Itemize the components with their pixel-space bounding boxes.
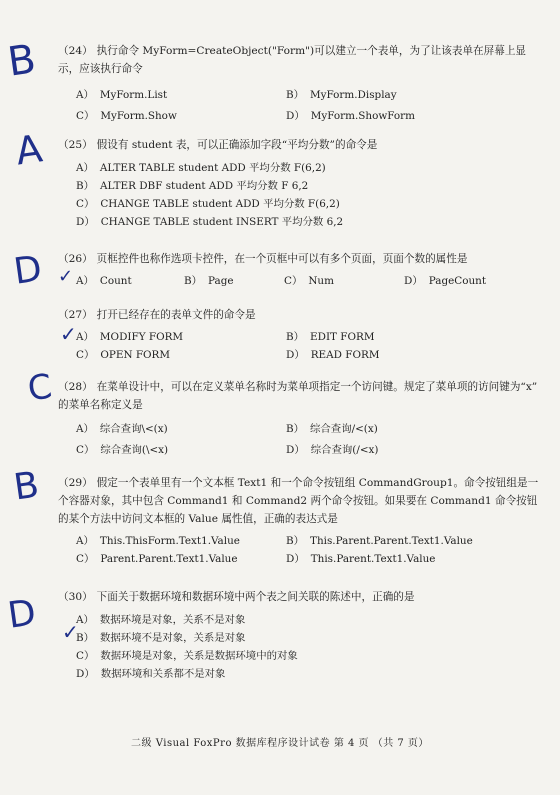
option-c: C） OPEN FORM	[76, 349, 171, 361]
options	[76, 611, 546, 683]
question-25	[58, 136, 546, 231]
options	[76, 534, 546, 567]
option-d: D） MyForm.ShowForm	[286, 110, 415, 122]
question-stem: 在菜单设计中，可以在定义菜单名称时为菜单项指定一个访问键。规定了菜单项的访问键为“x” 的菜单名称定义是	[58, 381, 538, 411]
question-stem: 打开已经存在的表单文件的命令是	[96, 309, 256, 321]
question-30	[58, 588, 546, 683]
option-a: A） MODIFY FORM	[76, 331, 184, 343]
question-number: （25）	[58, 139, 93, 151]
option-c: C） 综合查询(\<x)	[76, 444, 169, 456]
handwritten-answer-25: A	[13, 126, 45, 174]
check-mark-icon: ✓	[60, 322, 77, 346]
question-number: （27）	[58, 309, 93, 321]
option-d: D） PageCount	[404, 275, 487, 287]
option-c: C） CHANGE TABLE student ADD 平均分数 F(6,2)	[76, 198, 340, 210]
option-a: A） 数据环境是对象，关系不是对象	[76, 614, 246, 626]
options	[76, 330, 546, 363]
option-c: C） Num	[284, 275, 334, 287]
question-stem: 执行命令 MyForm=CreateObject("Form")可以建立一个表单，为了让该表单在屏幕上显示，应该执行命令	[58, 45, 527, 75]
option-b: B） ALTER DBF student ADD 平均分数 F 6,2	[76, 180, 309, 192]
question-number: （24）	[58, 45, 93, 57]
option-b: B） EDIT FORM	[286, 331, 375, 343]
question-26	[58, 250, 546, 289]
handwritten-answer-26: D	[11, 248, 45, 293]
handwritten-answer-24: B	[4, 36, 39, 86]
option-d: D） CHANGE TABLE student INSERT 平均分数 6,2	[76, 216, 344, 228]
question-stem: 假定一个表单里有一个文本框 Text1 和一个命令按钮组 CommandGroup1。命令按钮组是一个容器对象，其中包含 Command1 和 Command2 两个命令按钮。如果要在 Command1 命令按钮的某个方法中访问文本框的 Value 属性值，正确的表达式是	[58, 477, 539, 525]
option-b: B） Page	[184, 275, 234, 287]
question-number: （28）	[58, 381, 93, 393]
option-c: C） MyForm.Show	[76, 110, 177, 122]
option-a: A） 综合查询\<(x)	[76, 423, 168, 435]
option-a: A） MyForm.List	[76, 89, 168, 101]
option-a: A） This.ThisForm.Text1.Value	[76, 535, 240, 547]
question-number: （30）	[58, 591, 93, 603]
option-b: B） 数据环境不是对象，关系是对象	[76, 632, 246, 644]
option-d: D） READ FORM	[286, 349, 380, 361]
check-mark-icon: ✓	[58, 266, 74, 287]
question-number: （26）	[58, 253, 93, 265]
question-stem: 下面关于数据环境和数据环境中两个表之间关联的陈述中，正确的是	[96, 591, 415, 603]
option-d: D） 数据环境和关系都不是对象	[76, 668, 226, 680]
option-a: A） ALTER TABLE student ADD 平均分数 F(6,2)	[76, 162, 326, 174]
options	[76, 159, 546, 231]
question-28	[58, 378, 546, 458]
handwritten-answer-28: C	[25, 366, 55, 410]
option-b: B） MyForm.Display	[286, 89, 397, 101]
option-c: C） 数据环境是对象，关系是数据环境中的对象	[76, 650, 298, 662]
option-c: C） Parent.Parent.Text1.Value	[76, 553, 238, 565]
check-mark-icon: ✓	[62, 620, 79, 644]
question-24	[58, 42, 546, 124]
question-stem: 假设有 student 表，可以正确添加字段“平均分数”的命令是	[96, 139, 378, 151]
handwritten-answer-29: B	[11, 464, 42, 509]
option-b: B） 综合查询/<(x)	[286, 423, 378, 435]
question-29	[58, 474, 546, 567]
page-footer: 二级 Visual FoxPro 数据库程序设计试卷 第 4 页 （共 7 页）	[131, 738, 429, 749]
option-d: D） This.Parent.Text1.Value	[286, 553, 436, 565]
options	[76, 273, 546, 289]
option-d: D） 综合查询(/<x)	[286, 444, 379, 456]
options	[76, 88, 546, 124]
question-27	[58, 306, 546, 363]
option-b: B） This.Parent.Parent.Text1.Value	[286, 535, 473, 547]
question-stem: 页框控件也称作选项卡控件，在一个页框中可以有多个页面，页面个数的属性是	[96, 253, 468, 265]
option-a: A） Count	[76, 275, 132, 287]
options	[76, 422, 546, 458]
question-number: （29）	[58, 477, 93, 489]
handwritten-answer-30: D	[5, 592, 39, 637]
